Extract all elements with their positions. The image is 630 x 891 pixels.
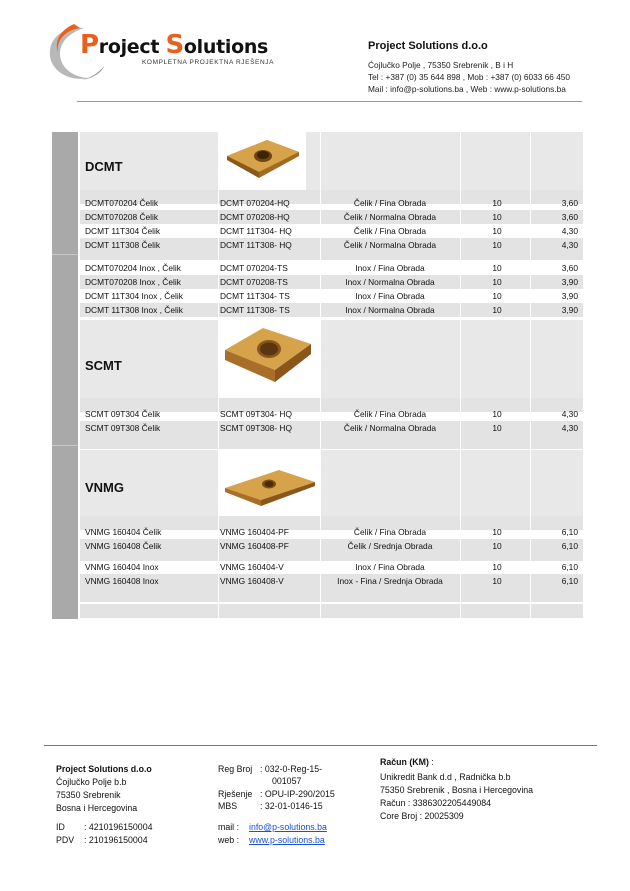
- table-row: DCMT 11T308 Inox , Čelik DCMT 11T308- TS Inox / Normalna Obrada 10 3,90: [80, 303, 583, 317]
- footer-mail-link[interactable]: info@p-solutions.ba: [249, 822, 327, 832]
- footer-addr2: 75350 Srebrenik: [56, 790, 121, 800]
- header-address: Ćojlučko Polje , 75350 Srebrenik , B i H: [368, 60, 514, 70]
- table-row: DCMT 11T304 Čelik DCMT 11T304- HQ Čelik / Fina Obrada 10 4,30: [85, 226, 578, 236]
- footer-id-label: ID: [56, 822, 65, 832]
- logo-wordmark: Project Solutions: [80, 30, 269, 60]
- footer-id-value: : 4210196150004: [84, 822, 153, 832]
- table-sidebar: [52, 132, 78, 619]
- table-row: SCMT 09T308 Čelik SCMT 09T308- HQ Čelik / Normalna Obrada 10 4,30: [80, 421, 583, 435]
- table-row: DCMT070204 Inox , Čelik DCMT 070204-TS Inox / Fina Obrada 10 3,60: [85, 263, 578, 273]
- footer-reg-value: : 032-0-Reg-15-: [260, 764, 323, 774]
- footer-mail-label: mail :: [218, 822, 240, 832]
- table-spacer: [80, 604, 583, 618]
- table-row: DCMT 11T308 Čelik DCMT 11T308- HQ Čelik / Normalna Obrada 10 4,30: [80, 238, 583, 252]
- table-row: DCMT070208 Čelik DCMT 070208-HQ Čelik / Normalna Obrada 10 3,60: [80, 210, 583, 224]
- footer-pdv-label: PDV: [56, 835, 75, 845]
- header-divider: [77, 101, 582, 102]
- company-logo: [44, 22, 274, 84]
- category-dcmt: [80, 132, 583, 190]
- table-spacer: [80, 252, 583, 260]
- category-title: SCMT: [85, 358, 122, 373]
- table-row: VNMG 160408 Inox VNMG 160408-V Inox - Fina / Srednja Obrada 10 6,10: [80, 574, 583, 588]
- footer-bank3: Račun : 3386302205449084: [380, 798, 492, 808]
- footer-reg-value2: 001057: [272, 776, 302, 786]
- category-vnmg: [80, 450, 583, 520]
- table-row: DCMT070204 Čelik DCMT 070204-HQ Čelik / Fina Obrada 10 3,60: [85, 198, 578, 208]
- insert-image-vnmg: [219, 450, 320, 520]
- header-mail-web: Mail : info@p-solutions.ba , Web : www.p-solutions.ba: [368, 84, 566, 94]
- table-spacer: [80, 435, 583, 449]
- header-company-name: Project Solutions d.o.o: [368, 40, 488, 52]
- footer-bank2: 75350 Srebrenik , Bosna i Hercegovina: [380, 785, 534, 795]
- table-row: DCMT070208 Inox , Čelik DCMT 070208-TS Inox / Normalna Obrada 10 3,90: [80, 275, 583, 289]
- footer-addr1: Ćojlučko Polje b.b: [56, 777, 127, 787]
- table-row: SCMT 09T304 Čelik SCMT 09T304- HQ Čelik / Fina Obrada 10 4,30: [85, 409, 578, 419]
- table-row: VNMG 160404 Čelik VNMG 160404-PF Čelik / Fina Obrada 10 6,10: [85, 527, 578, 537]
- footer-web-link[interactable]: www.p-solutions.ba: [249, 835, 325, 845]
- table-row: DCMT 11T304 Inox , Čelik DCMT 11T304- TS Inox / Fina Obrada 10 3,90: [85, 291, 578, 301]
- table-row: VNMG 160408 Čelik VNMG 160408-PF Čelik / Srednja Obrada 10 6,10: [80, 539, 583, 553]
- footer-reg-label: Reg Broj: [218, 764, 253, 774]
- footer-rjesenje-label: Rješenje: [218, 789, 253, 799]
- footer-divider: [44, 745, 597, 746]
- footer-pdv-value: : 210196150004: [84, 835, 148, 845]
- table-row: VNMG 160404 Inox VNMG 160404-V Inox / Fina Obrada 10 6,10: [85, 562, 578, 572]
- insert-image-dcmt: [219, 132, 306, 190]
- footer-company: Project Solutions d.o.o: [56, 764, 152, 774]
- category-title: VNMG: [85, 480, 124, 495]
- footer-bank4: Core Broj : 20025309: [380, 811, 464, 821]
- header-phone: Tel : +387 (0) 35 644 898 , Mob : +387 (0) 6033 66 450: [368, 72, 571, 82]
- footer-mbs-label: MBS: [218, 801, 238, 811]
- category-scmt: [80, 320, 583, 398]
- table-spacer: [80, 588, 583, 602]
- footer-mbs-value: : 32-01-0146-15: [260, 801, 323, 811]
- footer-bank1: Unikredit Bank d.d , Radnička b.b: [380, 772, 511, 782]
- logo-tagline: KOMPLETNA PROJEKTNA RJEŠENJA: [142, 59, 275, 66]
- footer-bank-title: Račun (KM) :: [380, 757, 434, 767]
- footer-addr3: Bosna i Hercegovina: [56, 803, 138, 813]
- category-title: DCMT: [85, 159, 123, 174]
- insert-image-scmt: [219, 320, 320, 398]
- footer-web-label: web :: [218, 835, 240, 845]
- footer-rjesenje-value: : OPU-IP-290/2015: [260, 789, 335, 799]
